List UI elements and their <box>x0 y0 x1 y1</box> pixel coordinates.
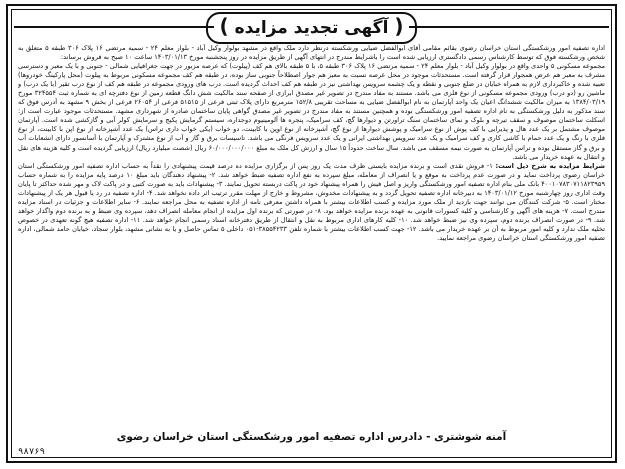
property-description-paragraph: مجموعه مسکونی ۵ واحدی واقع در بولوار وکیل آباد - بلوار معلم ۲۴ - سمیه مرتضی ۱۶ پلاک ۳۰۶ طبقه ۵، با ۵ طبقه بالای هم کف (پیلوت) که عرصه مزبور در جهت جغرافیایی شمالی - جنوبی و با یک معبر و دسترسی مشرف به معبر هم عرض همجوار قرار گرفته است. مستحدثات موجود در محل عرصه نسبت به معبر هم جوار اصطلاحاً جنوبی ساز بوده، در طبقه هم کف مجموعه مسکونی مربوط به پیلوت (محل پارکینگ خودروها) تعبیه شده و خاکبرداری لازم به همراه خبایان در ضلع جنوبی و نقطه و یک چشمه سرویس بهداشتی نیز در طبقه هم کف احداث گردیده است. درب های ورودی مجموعه در طبقه هم کف از نوع درب تقیر (با یک درب) و ماشین رو (دو درب) ورودی مجموعه مسکونی از نوع فلزی می باشد. مستند به مفاد مندرج در تصویر غیر مصدق ابرازی از صفحه سند مالکیت شش دانگ قطعه زمین از نوع دفترچه ای به شماره ثبت ۳۲۴۵۵۴ مورخ ۱۳۸۴/۰۳/۱۹ به میزان مالکیت ششدانگ اعیان یک واحد آپارتمان به نام ابوالفضل ضیایی به مساحت تقریبی ۱۵۲/۸ مترمربع دارای پلاک ثبتی فرعی از ۵۱۵۱۵ فرعی از ۲۶۰۵۴ فرعی از بخش ۹ مشهد به آدرس فوق که سند مذکور به دلیل ورشکستگی به نام اداره تصفیه امور ورشکستگی بوده و همچنین مستند به مفاد مندرج در تصویر غیر مصدق گواهی پایان ساختمان صادره از شهرداری مشهد. مستحدثات موجود عبارت است از: اسکلت ساختمان موصوف و سقف تیرچه و بلوک و نمای ساختمان سنگ تراورتن و دیوارها گچ، کف سرامیک، پنجره ها آلومینیوم دوجداره، سیستم گرمایش پکیج و سرمایش کولر آبی و گازکشی شده است. آپارتمان موصوف مشتمل بر یک عدد هال و پذیرایی با کف پوش از نوع سرامیک و پوشش دیوارها از نوع گچ، آشپزخانه از نوع اوپن با کابینت، دو خواب (یکی خواب داری تراس) یک عدد آشپزخانه از نوع اپن با کابینت، از نوع فلزی با رنگ و یک عدد حمام با کاشی کاری و کف سرامیک و یک عدد سرویس بهداشتی ایرانی و یک عدد سرویس فرنگی می باشد. تاسیسات برق و گاز و آب از نوع مشترک و آپارتمان با آسانسور دارای انشعابات آب و برق و گاز مستقل بوده و تراس آپارتمان به صورت نیمه مسقف می باشد. سال ساخت حدوداً ۱۵ سال و ارزش کل ملک به مبلغ ۶۰/۰۰۰/۰۰۰/۰۰۰ ریال (شصت میلیارد ریال) ارزیابی گردیده است و کلیه هزینه های نقل و انتقال به عهده خریدار می باشد. <box>18 62 605 161</box>
header-rule-right <box>409 26 609 28</box>
conditions-paragraph <box>18 162 605 243</box>
notice-title: آگهی تجدید مزایده <box>234 18 389 38</box>
document-number: ۹۸۷۶۹ <box>18 447 46 457</box>
notice-title-box <box>206 12 418 44</box>
conditions-title: شرایط مزایده به شرح ذیل است: <box>495 161 605 170</box>
notice-frame <box>6 4 617 463</box>
header-rule-left <box>14 26 214 28</box>
notice-body <box>18 44 605 404</box>
conditions-text: ۱- فروش نقدی است و برنده مزایده بایستی ظرف مدت یک روز پس از برگزاری مزایده ده درصد قیمت پیشنهادی را نقداً به حساب اداره تصفیه امور ورشکستگی استان خراسان رضوی پرداخت نماید و در صورت عدم پرداخت به موقع و یا انصراف از معامله، مبلغ سپرده به نفع اداره تصفیه ضبط خواهد شد. ۲- پیشنهاد دهندگان باید مبلغ ۱۰ درصد پایه مزایده را به شماره حساب ۴۰۰۱۰۷۸۳۰۷۱۱۸۲۳۹۵۹ بانک ملی بنام اداره تصفیه امور ورشکستگی واریز و اصل فیش را همراه پیشنهاد خود در پاکت دربسته تحویل نمایند. ۳- پیشنهادات باید به صورت کتبی و در پاکت لاک و مهر شده حداکثر تا پایان وقت اداری روز چهارشنبه مورخ ۱۴۰۳/۰۱/۱۲ به دبیرخانه اداره تصفیه تحویل گردد و به پیشنهادات مخدوش، مشروط و خارج از مهلت مقرر ترتیب اثر داده نخواهد شد. ۴- اداره تصفیه در رد یا قبول هر یک از پیشنهادات مختار است. ۵- شرکت کنندگان می توانند جهت بازدید از ملک مورد مزایده و کسب اطلاعات بیشتر با همراه داشتن معرفی نامه از اداره تصفیه به محل مراجعه نمایند. ۶- سایر اطلاعات و جزئیات در اسناد مزایده مندرج است. ۷- هزینه های آگهی و کارشناسی و کلیه کسورات قانونی به عهده برنده مزایده خواهد بود. ۸- در صورتی که برنده اول مزایده از انجام معامله انصراف دهد، سپرده وی ضبط و به برنده دوم واگذار خواهد شد. ۹- در صورت انصراف برنده دوم، سپرده وی نیز ضبط خواهد شد. ۱۰- کلیه کارهای اداری مربوط به نقل و انتقال از طریق دفترخانه اسناد رسمی انجام خواهد شد. ۱۱- اداره تصفیه هیچ گونه تعهدی در خصوص تخلیه ملک ندارد و کلیه امور مربوط به آن بر عهده خریدار می باشد. ۱۲- جهت کسب اطلاعات بیشتر با شماره تلفن ۳۸۵۵۴۲۳۳-۰۵۱ داخلی ۵ تماس حاصل و یا به نشانی مشهد، بلوار سجاد، خیابان حامد شمالی، اداره تصفیه امور ورشکستگی استان خراسان رضوی مراجعه نمایید. <box>18 161 605 242</box>
notice-intro-paragraph: اداره تصفیه امور ورشکستگی استان خراسان رضوی بقائم مقامی آقای ابوالفضل ضیایی ورشکسته درنظر دارد ملک واقع در مشهد بولوار وکیل آباد - بلوار معلم ۲۴ - سمیه مرتضی ۱۶ پلاک ۳۰۶ طبقه ۵ متعلق به شخص ورشکسته فوق که توسط کارشناس رسمی دادگستری ارزیابی شده است را باشرایط مندرج در انتهای آگهی از طریق مزایده در روز پنجشنبه مورخ ۱۴۰۳/۰۱/۱۳ ساعت ۱۰ صبح به فروش برساند: <box>18 44 605 62</box>
notice-signature: آمنه شوشتری - دادرس اداره تصفیه امور ورشکستگی استان خراسان رضوی <box>116 431 507 443</box>
notice-header <box>8 10 615 40</box>
title-paren-close: ) <box>219 14 229 38</box>
title-paren-open: ( <box>394 14 404 38</box>
